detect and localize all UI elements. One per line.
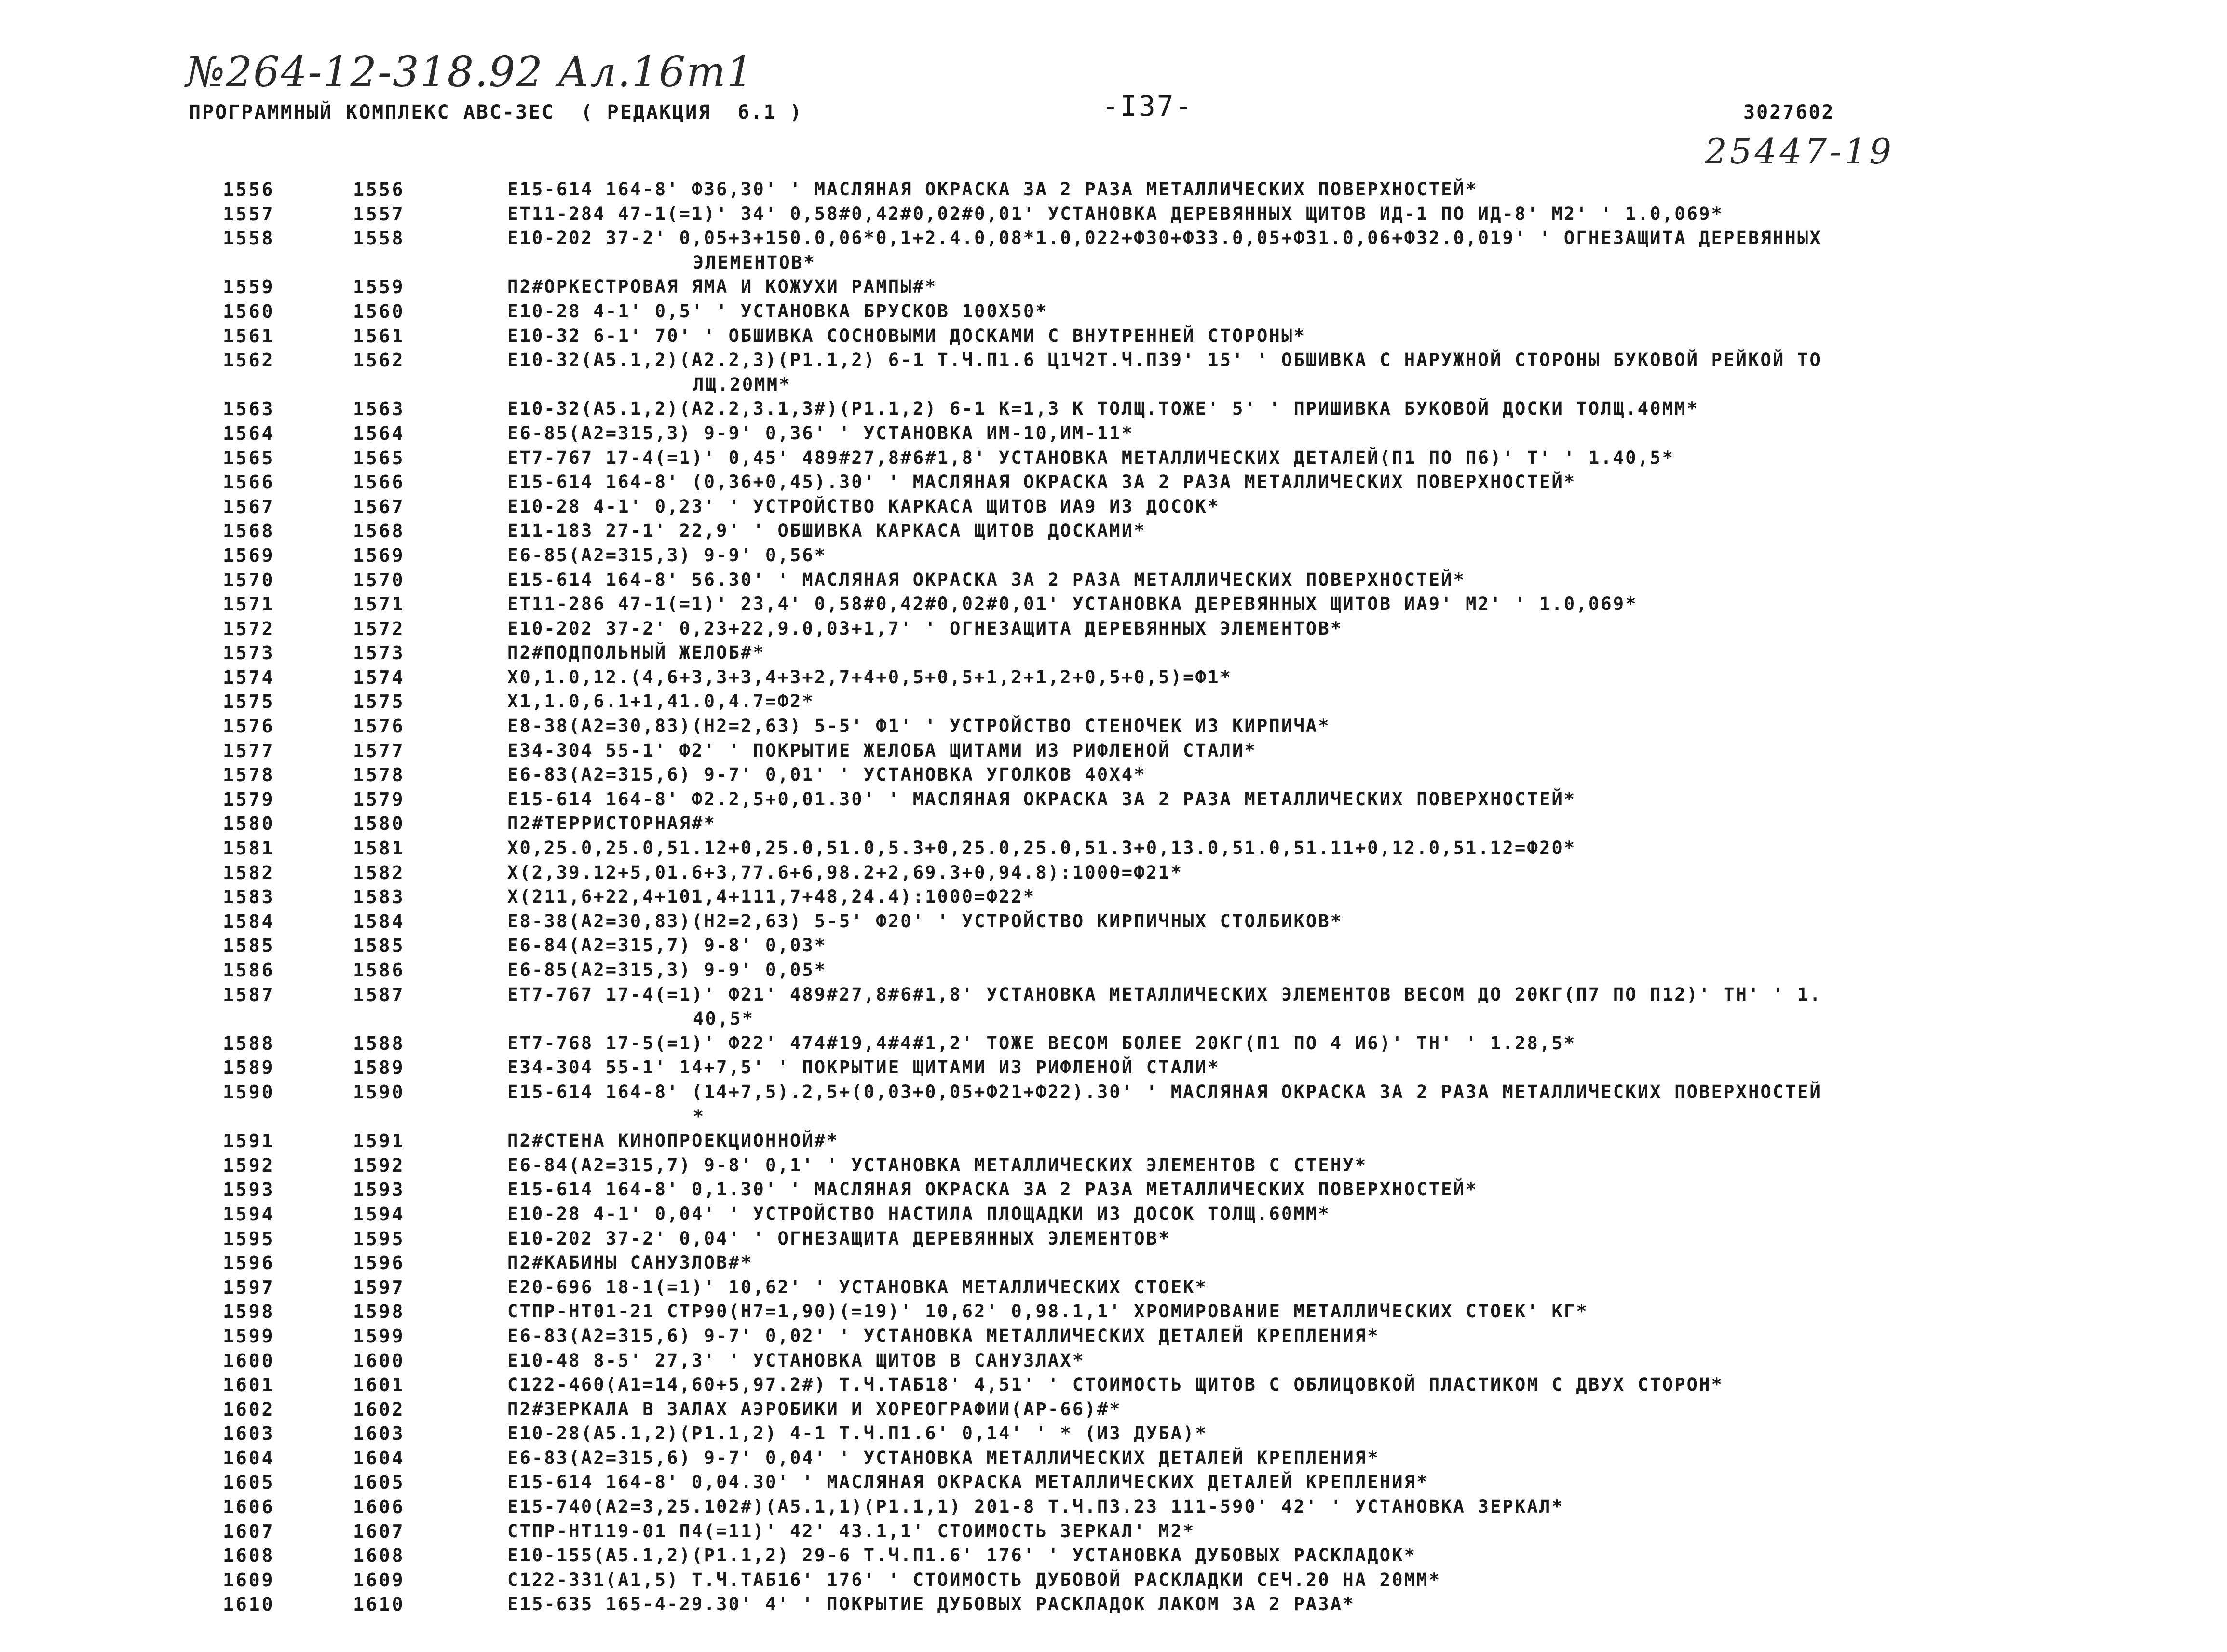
line-number-duplicate: 1605 [353, 1472, 405, 1493]
listing-continuation-line [0, 1008, 2227, 1033]
line-number: 1601 [223, 1374, 275, 1396]
listing-line [0, 1155, 2227, 1179]
line-text: Е15-614 164-8' (14+7,5).2,5+(0,03+0,05+Ф21+Ф22).30' ' МАСЛЯНАЯ ОКРАСКА ЗА 2 РАЗА МЕТАЛЛИЧЕСКИХ ПОВЕРХНОСТЕЙ [507, 1081, 1822, 1102]
listing-line [0, 179, 2227, 203]
line-number: 1599 [223, 1325, 275, 1347]
line-number: 1602 [223, 1398, 275, 1420]
listing-continuation-line [0, 252, 2227, 277]
listing-line [0, 862, 2227, 887]
line-number: 1582 [223, 862, 275, 883]
line-text: Е10-28 4-1' 0,23' ' УСТРОЙСТВО КАРКАСА ЩИТОВ ИА9 ИЗ ДОСОК* [507, 496, 1220, 517]
line-text: Е10-28 4-1' 0,5' ' УСТАНОВКА БРУСКОВ 100Х50* [507, 300, 1048, 322]
line-number: 1570 [223, 569, 275, 591]
line-text: Х1,1.0,6.1+1,41.0,4.7=Ф2* [507, 691, 815, 712]
line-text: Х(2,39.12+5,01.6+3,77.6+6,98.2+2,69.3+0,94.8):1000=Ф21* [507, 862, 1183, 883]
line-number-duplicate: 1602 [353, 1398, 405, 1420]
listing-line [0, 984, 2227, 1009]
line-number: 1589 [223, 1057, 275, 1079]
line-number-duplicate: 1586 [353, 960, 405, 981]
listing [0, 179, 2227, 1618]
line-number: 1605 [223, 1472, 275, 1493]
line-text: Е10-202 37-2' 0,23+22,9.0,03+1,7' ' ОГНЕЗАЩИТА ДЕРЕВЯННЫХ ЭЛЕМЕНТОВ* [507, 618, 1343, 639]
listing-line [0, 691, 2227, 716]
line-number-duplicate: 1571 [353, 594, 405, 615]
page-number: -I37- [1102, 90, 1194, 122]
listing-line [0, 1496, 2227, 1521]
line-number-duplicate: 1580 [353, 813, 405, 835]
line-number-duplicate: 1562 [353, 350, 405, 371]
line-number-duplicate: 1582 [353, 862, 405, 883]
line-number: 1591 [223, 1130, 275, 1152]
line-number: 1559 [223, 276, 275, 298]
line-number: 1600 [223, 1350, 275, 1371]
line-number: 1562 [223, 350, 275, 371]
listing-line [0, 1277, 2227, 1301]
listing-line [0, 1057, 2227, 1082]
line-number: 1583 [223, 886, 275, 908]
listing-line [0, 1179, 2227, 1204]
line-number: 1596 [223, 1252, 275, 1274]
listing-line [0, 569, 2227, 594]
listing-line [0, 520, 2227, 545]
line-number-duplicate: 1610 [353, 1594, 405, 1615]
line-number-duplicate: 1560 [353, 300, 405, 322]
line-number-duplicate: 1589 [353, 1057, 405, 1079]
line-text: Е10-32(А5.1,2)(А2.2,3.1,3#)(Р1.1,2) 6-1 К=1,3 К ТОЛЩ.ТОЖЕ' 5' ' ПРИШИВКА БУКОВОЙ ДОСКИ ТОЛЩ.40ММ* [507, 398, 1699, 420]
listing-line [0, 1570, 2227, 1594]
listing-line [0, 1423, 2227, 1448]
line-number-duplicate: 1578 [353, 764, 405, 786]
line-number: 1567 [223, 496, 275, 517]
line-text: Е6-83(А2=315,6) 9-7' 0,04' ' УСТАНОВКА МЕТАЛЛИЧЕСКИХ ДЕТАЛЕЙ КРЕПЛЕНИЯ* [507, 1447, 1380, 1468]
line-number: 1558 [223, 228, 275, 249]
line-text: ЭЛЕМЕНТОВ* [693, 252, 816, 273]
line-number-duplicate: 1597 [353, 1276, 405, 1298]
line-text: Е15-614 164-8' Ф2.2,5+0,01.30' ' МАСЛЯНАЯ ОКРАСКА ЗА 2 РАЗА МЕТАЛЛИЧЕСКИХ ПОВЕРХНОСТЕЙ* [507, 788, 1576, 810]
line-number: 1556 [223, 179, 275, 200]
listing-line [0, 398, 2227, 423]
line-number: 1593 [223, 1179, 275, 1201]
line-number: 1608 [223, 1545, 275, 1567]
line-number: 1580 [223, 813, 275, 835]
line-text: Е15-614 164-8' 0,04.30' ' МАСЛЯНАЯ ОКРАСКА МЕТАЛЛИЧЕСКИХ ДЕТАЛЕЙ КРЕПЛЕНИЯ* [507, 1472, 1429, 1493]
listing-line [0, 276, 2227, 301]
line-number-duplicate: 1564 [353, 422, 405, 444]
line-number-duplicate: 1581 [353, 838, 405, 859]
line-number-duplicate: 1579 [353, 788, 405, 810]
line-number: 1595 [223, 1228, 275, 1249]
line-text: ЛЩ.20ММ* [693, 374, 791, 395]
line-text: Е15-740(А2=3,25.102#)(А5.1,1)(Р1.1,1) 201-8 Т.Ч.П3.23 111-590' 42' ' УСТАНОВКА ЗЕРКАЛ* [507, 1496, 1564, 1517]
listing-line [0, 325, 2227, 350]
line-number-duplicate: 1559 [353, 276, 405, 298]
line-number: 1587 [223, 984, 275, 1005]
listing-line [0, 203, 2227, 228]
listing-line [0, 960, 2227, 984]
line-number-duplicate: 1588 [353, 1032, 405, 1054]
listing-line [0, 1472, 2227, 1496]
listing-line [0, 1350, 2227, 1375]
listing-line [0, 642, 2227, 667]
line-text: 40,5* [693, 1008, 755, 1029]
line-number-duplicate: 1568 [353, 520, 405, 542]
line-number: 1572 [223, 618, 275, 639]
line-number-duplicate: 1583 [353, 886, 405, 908]
line-number-duplicate: 1558 [353, 228, 405, 249]
listing-line [0, 1252, 2227, 1277]
line-number-duplicate: 1593 [353, 1179, 405, 1201]
line-number: 1575 [223, 691, 275, 713]
line-number: 1563 [223, 398, 275, 420]
line-text: Е6-85(А2=315,3) 9-9' 0,05* [507, 960, 827, 980]
line-number-duplicate: 1594 [353, 1203, 405, 1225]
line-number-duplicate: 1609 [353, 1569, 405, 1591]
program-header: ПРОГРАММНЫЙ КОМПЛЕКС АВС-3ЕС ( РЕДАКЦИЯ 6.1 ) [189, 101, 803, 123]
line-number: 1585 [223, 935, 275, 957]
line-text: П2#ОРКЕСТРОВАЯ ЯМА И КОЖУХИ РАМПЫ#* [507, 276, 937, 298]
line-text: * [693, 1106, 706, 1127]
line-number: 1594 [223, 1203, 275, 1225]
listing-line [0, 423, 2227, 447]
line-number: 1598 [223, 1301, 275, 1323]
listing-line [0, 1301, 2227, 1326]
line-number: 1565 [223, 447, 275, 469]
line-number-duplicate: 1606 [353, 1496, 405, 1518]
listing-line [0, 618, 2227, 643]
line-text: П2#СТЕНА КИНОПРОЕКЦИОННОЙ#* [507, 1130, 839, 1151]
line-number-duplicate: 1577 [353, 740, 405, 761]
line-number-duplicate: 1567 [353, 496, 405, 517]
line-number-duplicate: 1603 [353, 1423, 405, 1445]
line-text: Е10-48 8-5' 27,3' ' УСТАНОВКА ЩИТОВ В САНУЗЛАХ* [507, 1350, 1085, 1371]
line-number-duplicate: 1608 [353, 1545, 405, 1567]
listing-line [0, 935, 2227, 960]
line-number-duplicate: 1572 [353, 618, 405, 639]
line-text: Е8-38(А2=30,83)(Н2=2,63) 5-5' Ф20' ' УСТРОЙСТВО КИРПИЧНЫХ СТОЛБИКОВ* [507, 910, 1343, 932]
line-text: Е10-28(А5.1,2)(Р1.1,2) 4-1 Т.Ч.П1.6' 0,14' ' * (ИЗ ДУБА)* [507, 1423, 1208, 1444]
line-number: 1588 [223, 1032, 275, 1054]
handwritten-note-top: №264-12-318.92 Ал.16т1 [186, 48, 754, 96]
line-text: Е34-304 55-1' 14+7,5' ' ПОКРЫТИЕ ЩИТАМИ ИЗ РИФЛЕНОЙ СТАЛИ* [507, 1057, 1220, 1078]
line-text: П2#КАБИНЫ САНУЗЛОВ#* [507, 1252, 753, 1273]
line-text: ЕТ7-768 17-5(=1)' Ф22' 474#19,4#4#1,2' ТОЖЕ ВЕСОМ БОЛЕЕ 20КГ(П1 ПО 4 И6)' ТН' ' 1.28,5* [507, 1032, 1576, 1054]
line-number: 1592 [223, 1154, 275, 1176]
line-number-duplicate: 1565 [353, 447, 405, 469]
line-number: 1590 [223, 1081, 275, 1103]
line-number-duplicate: 1600 [353, 1350, 405, 1371]
line-text: Е6-83(А2=315,6) 9-7' 0,01' ' УСТАНОВКА УГОЛКОВ 40Х4* [507, 764, 1146, 785]
listing-line [0, 813, 2227, 838]
document-code: 3027602 [1743, 101, 1835, 123]
listing-line [0, 1228, 2227, 1253]
line-number: 1576 [223, 716, 275, 737]
listing-line [0, 1521, 2227, 1545]
line-number: 1561 [223, 325, 275, 347]
listing-line [0, 886, 2227, 911]
line-number-duplicate: 1604 [353, 1447, 405, 1469]
line-text: Е10-32(А5.1,2)(А2.2,3)(Р1.1,2) 6-1 Т.Ч.П1.6 Ц1Ч2Т.Ч.П39' 15' ' ОБШИВКА С НАРУЖНОЙ СТОРОНЫ БУКОВОЙ РЕЙКОЙ ТО [507, 350, 1822, 371]
line-text: ЕТ11-286 47-1(=1)' 23,4' 0,58#0,42#0,02#0,01' УСТАНОВКА ДЕРЕВЯННЫХ ЩИТОВ ИА9' М2' ' 1.0,069* [507, 594, 1638, 615]
line-text: ЕТ11-284 47-1(=1)' 34' 0,58#0,42#0,02#0,01' УСТАНОВКА ДЕРЕВЯННЫХ ЩИТОВ ИД-1 ПО ИД-8' М2' ' 1.0,069* [507, 203, 1724, 224]
line-text: Х(211,6+22,4+101,4+111,7+48,24.4):1000=Ф22* [507, 886, 1036, 907]
line-text: Е20-696 18-1(=1)' 10,62' ' УСТАНОВКА МЕТАЛЛИЧЕСКИХ СТОЕК* [507, 1276, 1208, 1298]
line-text: Е10-202 37-2' 0,05+3+150.0,06*0,1+2.4.0,08*1.0,022+Ф30+Ф33.0,05+Ф31.0,06+Ф32.0,019' ' ОГНЕЗАЩИТА ДЕРЕВЯННЫХ [507, 228, 1822, 249]
line-text: П2#ПОДПОЛЬНЫЙ ЖЕЛОБ#* [507, 642, 765, 664]
handwritten-number: 25447-19 [1705, 131, 1894, 172]
line-text: Е8-38(А2=30,83)(Н2=2,63) 5-5' Ф1' ' УСТРОЙСТВО СТЕНОЧЕК ИЗ КИРПИЧА* [507, 716, 1331, 737]
listing-line [0, 1130, 2227, 1155]
listing-line [0, 1033, 2227, 1057]
line-number: 1581 [223, 838, 275, 859]
listing-line [0, 496, 2227, 521]
line-text: Е6-84(А2=315,7) 9-8' 0,03* [507, 935, 827, 956]
line-text: Е15-614 164-8' 56.30' ' МАСЛЯНАЯ ОКРАСКА ЗА 2 РАЗА МЕТАЛЛИЧЕСКИХ ПОВЕРХНОСТЕЙ* [507, 569, 1466, 590]
listing-line [0, 1204, 2227, 1228]
line-text: Е6-85(А2=315,3) 9-9' 0,36' ' УСТАНОВКА ИМ-10,ИМ-11* [507, 422, 1134, 444]
listing-line [0, 838, 2227, 862]
listing-line [0, 350, 2227, 374]
line-text: Х0,25.0,25.0,51.12+0,25.0,51.0,5.3+0,25.0,25.0,51.3+0,13.0,51.0,51.11+0,12.0,51.12=Ф20* [507, 838, 1576, 859]
listing-continuation-line [0, 1106, 2227, 1131]
listing-line [0, 228, 2227, 252]
line-text: Е34-304 55-1' Ф2' ' ПОКРЫТИЕ ЖЕЛОБА ЩИТАМИ ИЗ РИФЛЕНОЙ СТАЛИ* [507, 740, 1257, 761]
line-number: 1586 [223, 960, 275, 981]
line-number: 1569 [223, 544, 275, 566]
line-number-duplicate: 1596 [353, 1252, 405, 1274]
line-text: СТПР-НТ01-21 СТР90(Н7=1,90)(=19)' 10,62' 0,98.1,1' ХРОМИРОВАНИЕ МЕТАЛЛИЧЕСКИХ СТОЕК' КГ* [507, 1301, 1589, 1322]
line-text: Х0,1.0,12.(4,6+3,3+3,4+3+2,7+4+0,5+0,5+1,2+1,2+0,5+0,5)=Ф1* [507, 666, 1233, 688]
line-number: 1560 [223, 300, 275, 322]
line-text: Е15-614 164-8' Ф36,30' ' МАСЛЯНАЯ ОКРАСКА ЗА 2 РАЗА МЕТАЛЛИЧЕСКИХ ПОВЕРХНОСТЕЙ* [507, 179, 1478, 200]
line-number: 1603 [223, 1423, 275, 1445]
line-text: СТПР-НТ119-01 П4(=11)' 42' 43.1,1' СТОИМОСТЬ ЗЕРКАЛ' М2* [507, 1520, 1195, 1542]
line-text: С122-460(А1=14,60+5,97.2#) Т.Ч.ТАБ18' 4,51' ' СТОИМОСТЬ ЩИТОВ С ОБЛИЦОВКОЙ ПЛАСТИКОМ С ДВУХ СТОРОН* [507, 1374, 1724, 1395]
line-number-duplicate: 1601 [353, 1374, 405, 1396]
listing-line [0, 472, 2227, 496]
listing-line [0, 545, 2227, 569]
line-number-duplicate: 1595 [353, 1228, 405, 1249]
listing-line [0, 1594, 2227, 1618]
listing-line [0, 911, 2227, 935]
listing-line [0, 1374, 2227, 1399]
line-number-duplicate: 1591 [353, 1130, 405, 1152]
listing-line [0, 1082, 2227, 1106]
line-number-duplicate: 1587 [353, 984, 405, 1005]
line-text: С122-331(А1,5) Т.Ч.ТАБ16' 176' ' СТОИМОСТЬ ДУБОВОЙ РАСКЛАДКИ СЕЧ.20 НА 20ММ* [507, 1569, 1441, 1590]
listing-line [0, 667, 2227, 691]
line-number: 1557 [223, 203, 275, 225]
listing-line [0, 716, 2227, 740]
line-number: 1574 [223, 666, 275, 688]
line-text: Е15-635 165-4-29.30' 4' ' ПОКРЫТИЕ ДУБОВЫХ РАСКЛАДОК ЛАКОМ ЗА 2 РАЗА* [507, 1594, 1355, 1615]
line-number-duplicate: 1584 [353, 910, 405, 932]
line-text: ЕТ7-767 17-4(=1)' 0,45' 489#27,8#6#1,8' УСТАНОВКА МЕТАЛЛИЧЕСКИХ ДЕТАЛЕЙ(П1 ПО П6)' Т' ' 1.40,5* [507, 447, 1675, 468]
line-text: Е10-155(А5.1,2)(Р1.1,2) 29-6 Т.Ч.П1.6' 176' ' УСТАНОВКА ДУБОВЫХ РАСКЛАДОК* [507, 1545, 1417, 1566]
listing-line [0, 740, 2227, 765]
line-text: П2#ЗЕРКАЛА В ЗАЛАХ АЭРОБИКИ И ХОРЕОГРАФИИ(АР-66)#* [507, 1398, 1122, 1420]
line-number-duplicate: 1573 [353, 642, 405, 664]
listing-line [0, 764, 2227, 789]
line-text: Е6-84(А2=315,7) 9-8' 0,1' ' УСТАНОВКА МЕТАЛЛИЧЕСКИХ ЭЛЕМЕНТОВ С СТЕНУ* [507, 1154, 1368, 1176]
line-number: 1584 [223, 910, 275, 932]
line-text: Е11-183 27-1' 22,9' ' ОБШИВКА КАРКАСА ЩИТОВ ДОСКАМИ* [507, 520, 1146, 542]
line-number: 1566 [223, 472, 275, 493]
line-number-duplicate: 1592 [353, 1154, 405, 1176]
line-number-duplicate: 1561 [353, 325, 405, 347]
line-text: Е6-83(А2=315,6) 9-7' 0,02' ' УСТАНОВКА МЕТАЛЛИЧЕСКИХ ДЕТАЛЕЙ КРЕПЛЕНИЯ* [507, 1325, 1380, 1346]
line-number: 1597 [223, 1276, 275, 1298]
listing-line [0, 1399, 2227, 1423]
line-number-duplicate: 1575 [353, 691, 405, 713]
line-number: 1606 [223, 1496, 275, 1518]
line-number-duplicate: 1563 [353, 398, 405, 420]
line-number: 1573 [223, 642, 275, 664]
line-number-duplicate: 1598 [353, 1301, 405, 1323]
listing-line [0, 447, 2227, 472]
line-text: Е6-85(А2=315,3) 9-9' 0,56* [507, 544, 827, 566]
line-number: 1609 [223, 1569, 275, 1591]
line-number-duplicate: 1585 [353, 935, 405, 957]
line-number: 1577 [223, 740, 275, 761]
line-number-duplicate: 1576 [353, 716, 405, 737]
listing-line [0, 1448, 2227, 1472]
line-number: 1604 [223, 1447, 275, 1469]
line-number: 1571 [223, 594, 275, 615]
line-number: 1610 [223, 1594, 275, 1615]
line-number: 1607 [223, 1520, 275, 1542]
line-text: Е10-28 4-1' 0,04' ' УСТРОЙСТВО НАСТИЛА ПЛОЩАДКИ ИЗ ДОСОК ТОЛЩ.60ММ* [507, 1203, 1331, 1224]
line-text: Е10-202 37-2' 0,04' ' ОГНЕЗАЩИТА ДЕРЕВЯННЫХ ЭЛЕМЕНТОВ* [507, 1228, 1171, 1249]
line-number-duplicate: 1557 [353, 203, 405, 225]
line-number-duplicate: 1599 [353, 1325, 405, 1347]
line-number-duplicate: 1574 [353, 666, 405, 688]
line-number-duplicate: 1569 [353, 544, 405, 566]
line-number-duplicate: 1570 [353, 569, 405, 591]
line-number-duplicate: 1566 [353, 472, 405, 493]
line-number-duplicate: 1607 [353, 1520, 405, 1542]
listing-continuation-line [0, 374, 2227, 399]
line-number-duplicate: 1590 [353, 1081, 405, 1103]
line-text: П2#ТЕРРИСТОРНАЯ#* [507, 813, 717, 834]
line-number: 1578 [223, 764, 275, 786]
listing-line [0, 594, 2227, 618]
listing-line [0, 789, 2227, 813]
line-text: Е15-614 164-8' 0,1.30' ' МАСЛЯНАЯ ОКРАСКА ЗА 2 РАЗА МЕТАЛЛИЧЕСКИХ ПОВЕРХНОСТЕЙ* [507, 1179, 1478, 1200]
line-number: 1568 [223, 520, 275, 542]
line-number: 1579 [223, 788, 275, 810]
line-text: Е10-32 6-1' 70' ' ОБШИВКА СОСНОВЫМИ ДОСКАМИ С ВНУТРЕННЕЙ СТОРОНЫ* [507, 325, 1306, 346]
line-text: ЕТ7-767 17-4(=1)' Ф21' 489#27,8#6#1,8' УСТАНОВКА МЕТАЛЛИЧЕСКИХ ЭЛЕМЕНТОВ ВЕСОМ ДО 20КГ(П7 ПО П12)' ТН' ' 1. [507, 984, 1822, 1005]
line-number-duplicate: 1556 [353, 179, 405, 200]
listing-line [0, 301, 2227, 325]
listing-line [0, 1326, 2227, 1350]
line-text: Е15-614 164-8' (0,36+0,45).30' ' МАСЛЯНАЯ ОКРАСКА ЗА 2 РАЗА МЕТАЛЛИЧЕСКИХ ПОВЕРХНОСТЕЙ* [507, 472, 1576, 493]
listing-line [0, 1545, 2227, 1570]
line-number: 1564 [223, 422, 275, 444]
